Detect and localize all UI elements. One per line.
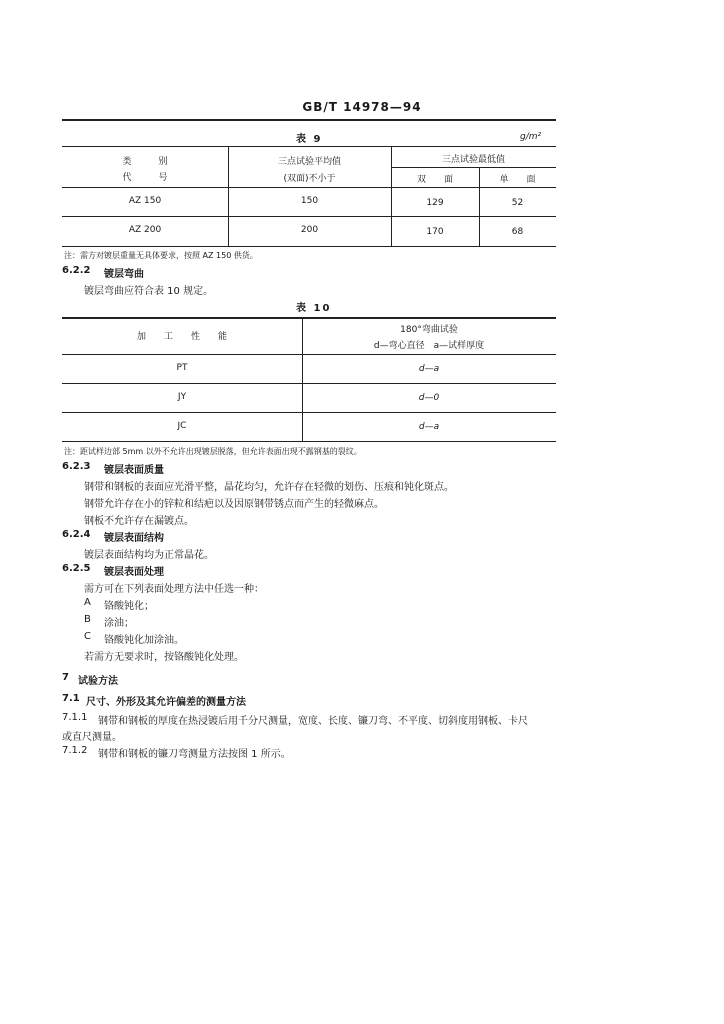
table10-cell-type: JC [177,421,187,431]
table10-head-bend-legend: d—弯心直径 a—试样厚度 [373,341,485,351]
section-7-1-1-number: 7.1.1 [62,712,88,723]
table10-head-bend-test: 180°弯曲试验 [400,325,458,335]
table9-unit: g/m² [520,132,542,142]
section-6-2-2-title: 镀层弯曲 [104,269,144,280]
option-letter: C [84,631,91,642]
section-6-2-5-title: 镀层表面处理 [104,567,164,578]
option-letter: A [84,597,91,608]
table10-head-processing: 加 工 性 能 [136,332,227,342]
table10-bottom-rule [62,441,556,442]
table9-row-rule [62,216,556,217]
table10-caption: 表 10 [296,303,332,314]
table9-head-min: 三点试验最低值 [441,155,505,165]
table9-header-top-rule [62,146,556,147]
table10-row-rule-2 [62,412,556,413]
section-6-2-4-text: 镀层表面结构均为正常晶花。 [84,550,214,561]
table9-header-bottom-rule [62,187,556,188]
paragraph-line: 钢板不允许存在漏镀点。 [84,516,194,527]
table9-cell-code: AZ 150 [128,196,162,206]
section-7-1-1-line2: 或直尺测量。 [62,732,122,743]
table9-cell-double: 129 [426,198,444,208]
table9-head-double: 双 面 [416,175,453,185]
table10-cell-value: d—0 [418,393,440,403]
option-text: 铬酸钝化； [104,601,154,612]
section-7-1-title: 尺寸、外形及其允许偏差的测量方法 [86,697,246,708]
table9-bottom-rule [62,246,556,247]
table9-head-avg-note: (双面)不小于 [283,174,336,184]
table9-head-single: 单 面 [499,175,536,185]
section-6-2-5-tail: 若需方无要求时，按铬酸钝化处理。 [84,652,244,663]
section-7-number: 7 [62,672,69,683]
option-letter: B [84,614,91,625]
section-6-2-3-number: 6.2.3 [62,461,91,472]
table10-cell-type: PT [176,363,188,373]
table10-cell-value: d—a [418,422,440,432]
table9-note: 注：需方对镀层重量无具体要求，按照 AZ 150 供货。 [64,251,258,260]
table10-header-bottom-rule [62,354,556,355]
table10-note: 注：距试样边部 5mm 以外不允许出现镀层脱落，但允许表面出现不露钢基的裂纹。 [64,447,362,456]
section-6-2-3-title: 镀层表面质量 [104,465,164,476]
section-6-2-5-number: 6.2.5 [62,563,91,574]
table9-cell-double: 170 [426,227,444,237]
table9-cell-avg: 200 [300,225,319,235]
table9-cell-single: 52 [511,198,524,208]
section-7-1-1-line1: 钢带和钢板的厚度在热浸镀后用千分尺测量，宽度、长度、镰刀弯、不平度、切斜度用钢板、卡尺 [98,716,528,727]
table9-head-category: 类 别 [122,157,168,167]
table9-head-avg: 三点试验平均值 [277,157,341,167]
section-7-1-number: 7.1 [62,693,80,704]
table10-top-rule [62,317,556,319]
paragraph-line: 钢带和钢板的表面应光滑平整，晶花均匀，允许存在轻微的划伤、压痕和钝化斑点。 [84,482,454,493]
table9-top-rule [62,119,556,121]
table9-head-code: 代 号 [122,173,168,183]
paragraph-line: 钢带允许存在小的锌粒和结疤以及因原钢带锈点而产生的轻微麻点。 [84,499,384,510]
table9-cell-code: AZ 200 [128,225,162,235]
table10-cell-value: d—a [418,364,440,374]
option-text: 涂油； [104,618,134,629]
section-6-2-2-number: 6.2.2 [62,265,91,276]
section-6-2-5-text: 需方可在下列表面处理方法中任选一种： [84,584,264,595]
section-6-2-2-text: 镀层弯曲应符合表 10 规定。 [84,286,214,297]
section-6-2-4-number: 6.2.4 [62,529,91,540]
table10-cell-type: JY [177,392,187,402]
section-7-1-2-text: 钢带和钢板的镰刀弯测量方法按图 1 所示。 [98,749,291,760]
section-6-2-4-title: 镀层表面结构 [104,533,164,544]
table9-subheader-rule [391,167,556,168]
section-7-1-2-number: 7.1.2 [62,745,88,756]
section-7-title: 试验方法 [78,676,118,687]
table9-caption: 表 9 [296,134,323,145]
option-text: 铬酸钝化加涂油。 [104,635,184,646]
table9-cell-avg: 150 [300,196,319,206]
table9-cell-single: 68 [511,227,524,237]
table10-row-rule-1 [62,383,556,384]
standard-header: GB/T 14978—94 [302,100,422,114]
